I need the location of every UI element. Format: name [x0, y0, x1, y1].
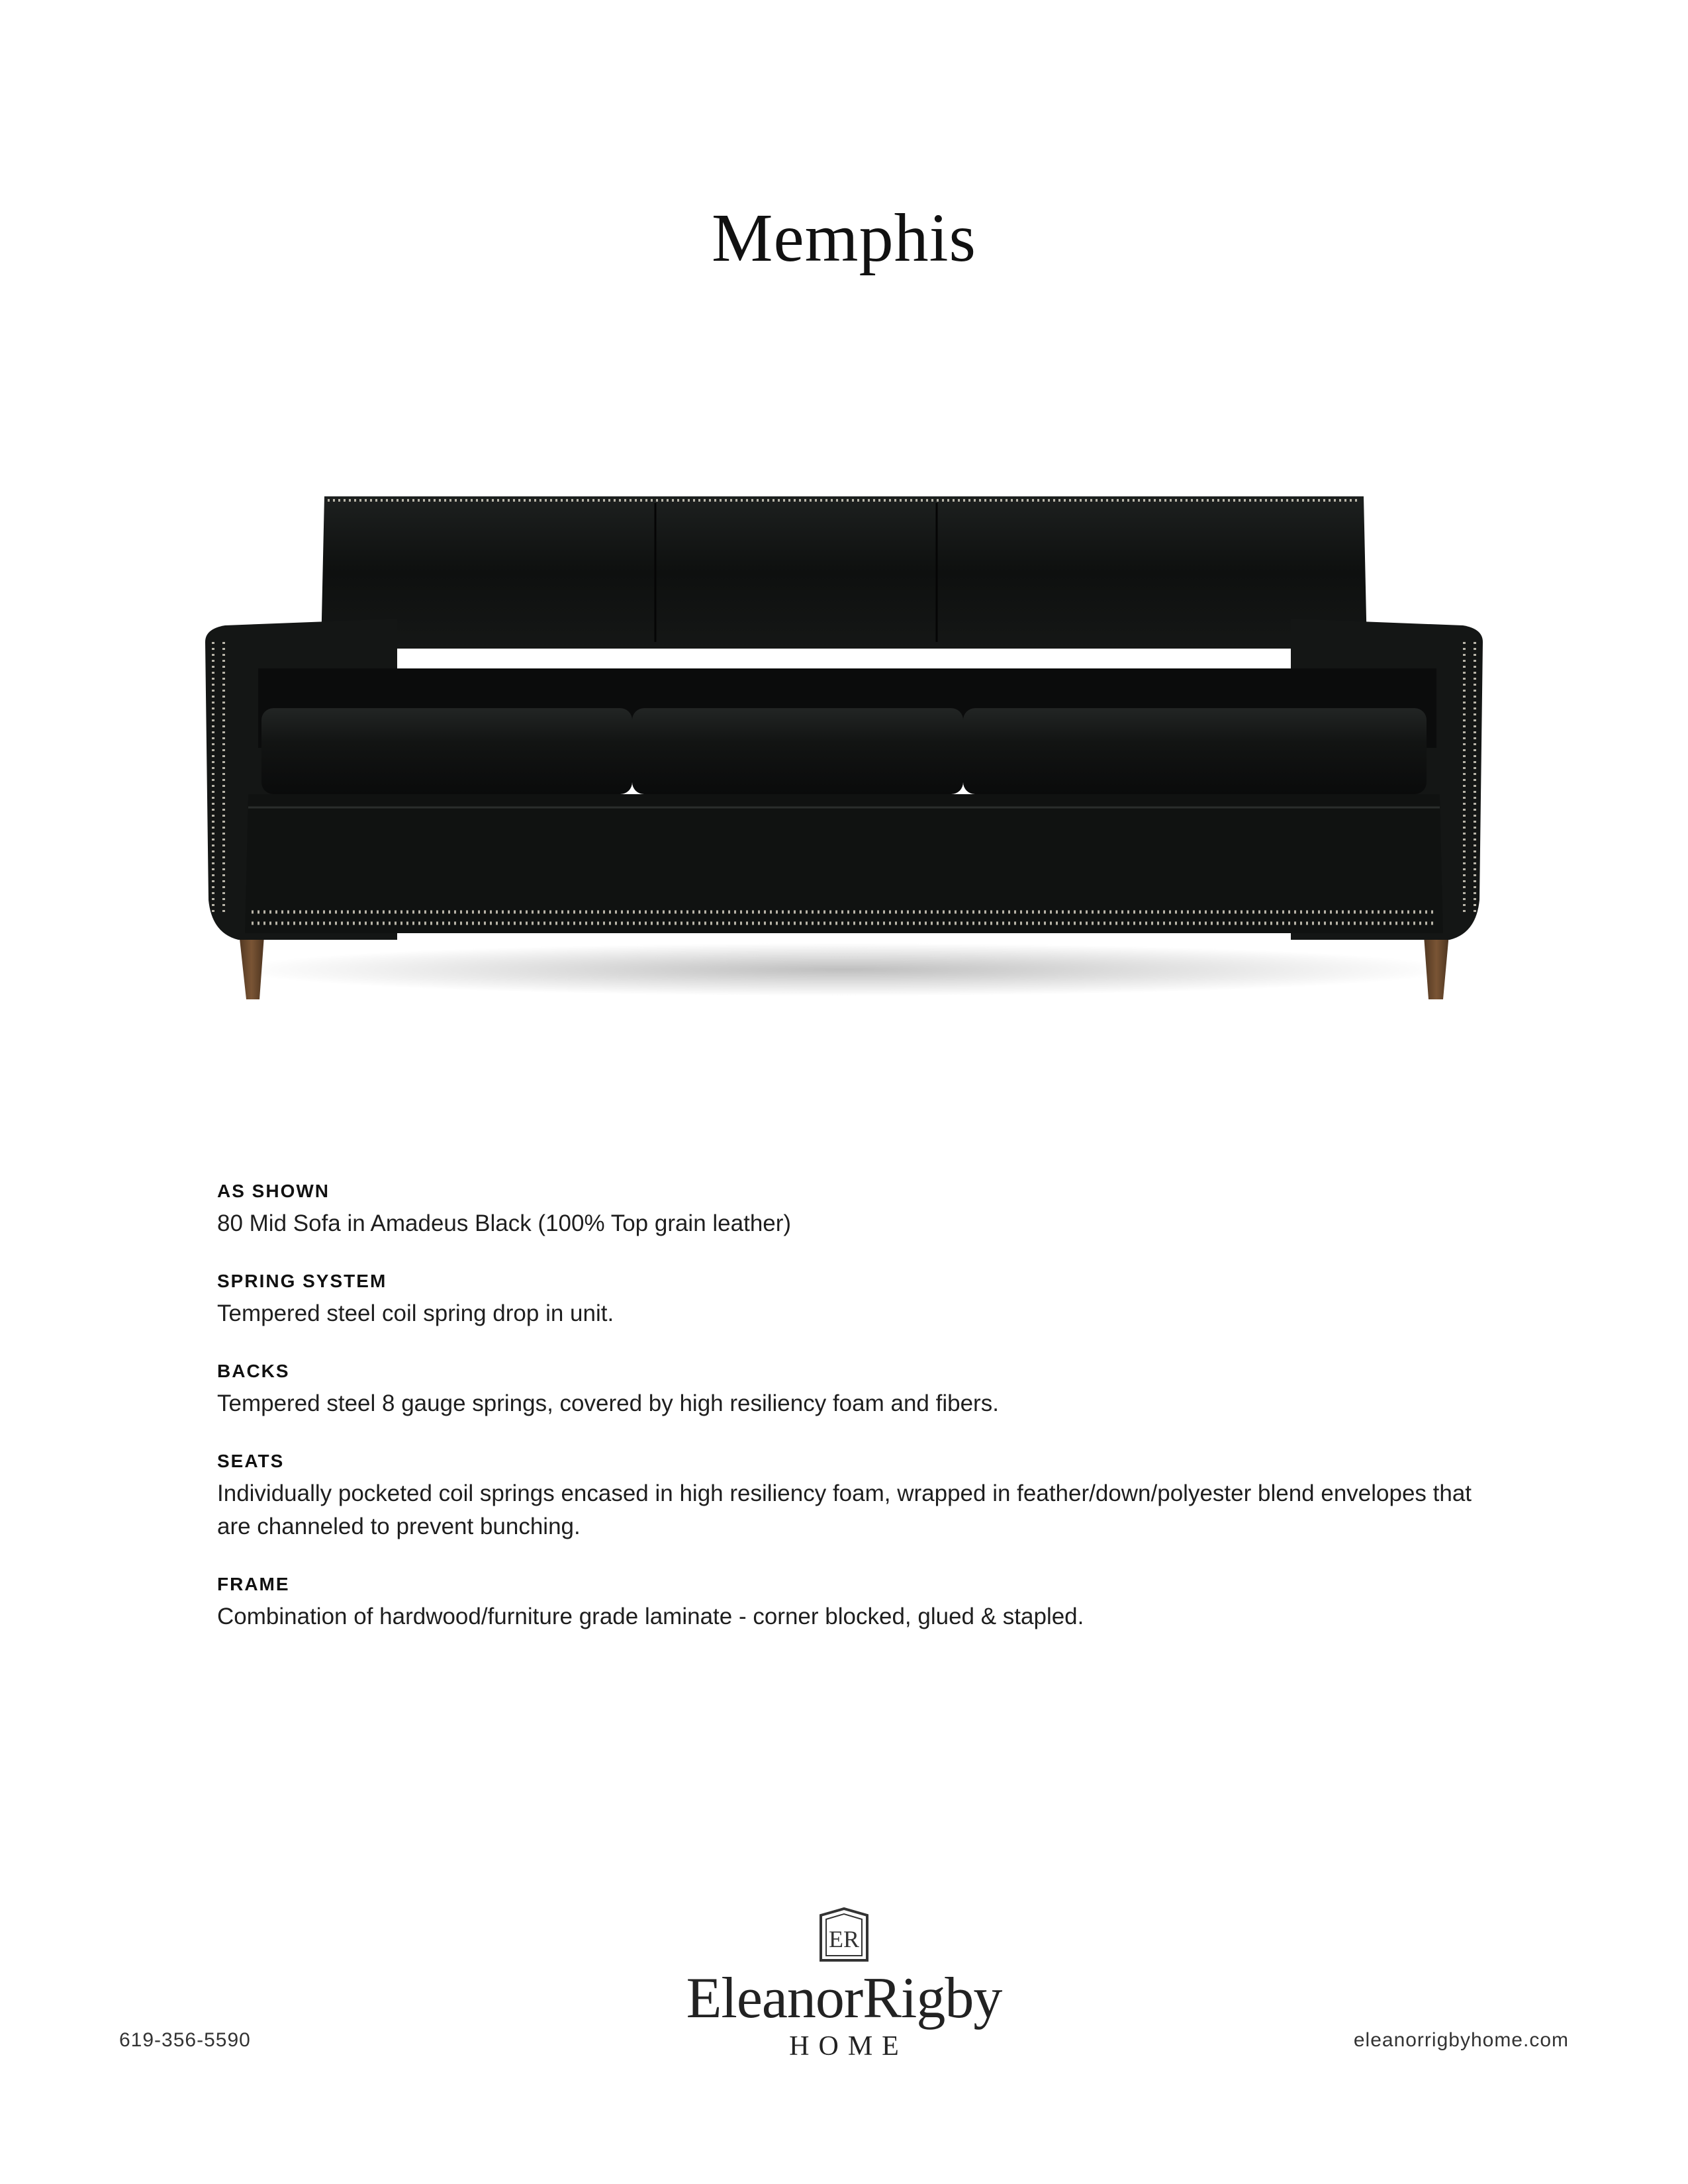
spec-heading: SEATS: [217, 1451, 285, 1471]
spec-text: Tempered steel coil spring drop in unit.: [217, 1300, 614, 1326]
spec-text: Tempered steel 8 gauge springs, covered by high resiliency foam and fibers.: [217, 1390, 999, 1416]
spec-heading: FRAME: [217, 1574, 290, 1594]
brand-name: EleanorRigby: [686, 1966, 1002, 2030]
spec-list: [217, 1178, 1508, 1661]
spec-text: 80 Mid Sofa in Amadeus Black (100% Top grain leather): [217, 1210, 792, 1236]
spec-text: Individually pocketed coil springs encased in high resiliency foam, wrapped in feather/down/polyester blend envelopes that are channeled to prevent bunching.: [217, 1480, 1472, 1539]
spec-text: Combination of hardwood/furniture grade laminate - corner blocked, glued & stapled.: [217, 1604, 1084, 1629]
monogram-text: ER: [828, 1926, 860, 1952]
spec-seats: [217, 1448, 1508, 1543]
spec-heading: SPRING SYSTEM: [217, 1271, 387, 1291]
seat-cushion-left: [261, 708, 632, 794]
monogram-icon: [814, 1906, 874, 1963]
seat-cushion-middle: [632, 708, 963, 794]
seat-cushion-right: [963, 708, 1427, 794]
page-title: Memphis: [712, 200, 976, 276]
sofa-back: [321, 496, 1367, 649]
sofa-shadow: [235, 943, 1453, 996]
spec-heading: BACKS: [217, 1361, 290, 1381]
spec-frame: [217, 1571, 1508, 1633]
footer-phone: 619-356-5590: [119, 2029, 251, 2051]
brand-subtitle: HOME: [789, 2031, 908, 2062]
spec-spring-system: [217, 1268, 1508, 1330]
spec-as-shown: [217, 1178, 1508, 1240]
spec-heading: AS SHOWN: [217, 1181, 330, 1201]
footer-website[interactable]: eleanorrigbyhome.com: [1353, 2029, 1569, 2051]
sofa-image: [199, 477, 1489, 1019]
spec-backs: [217, 1358, 1508, 1420]
